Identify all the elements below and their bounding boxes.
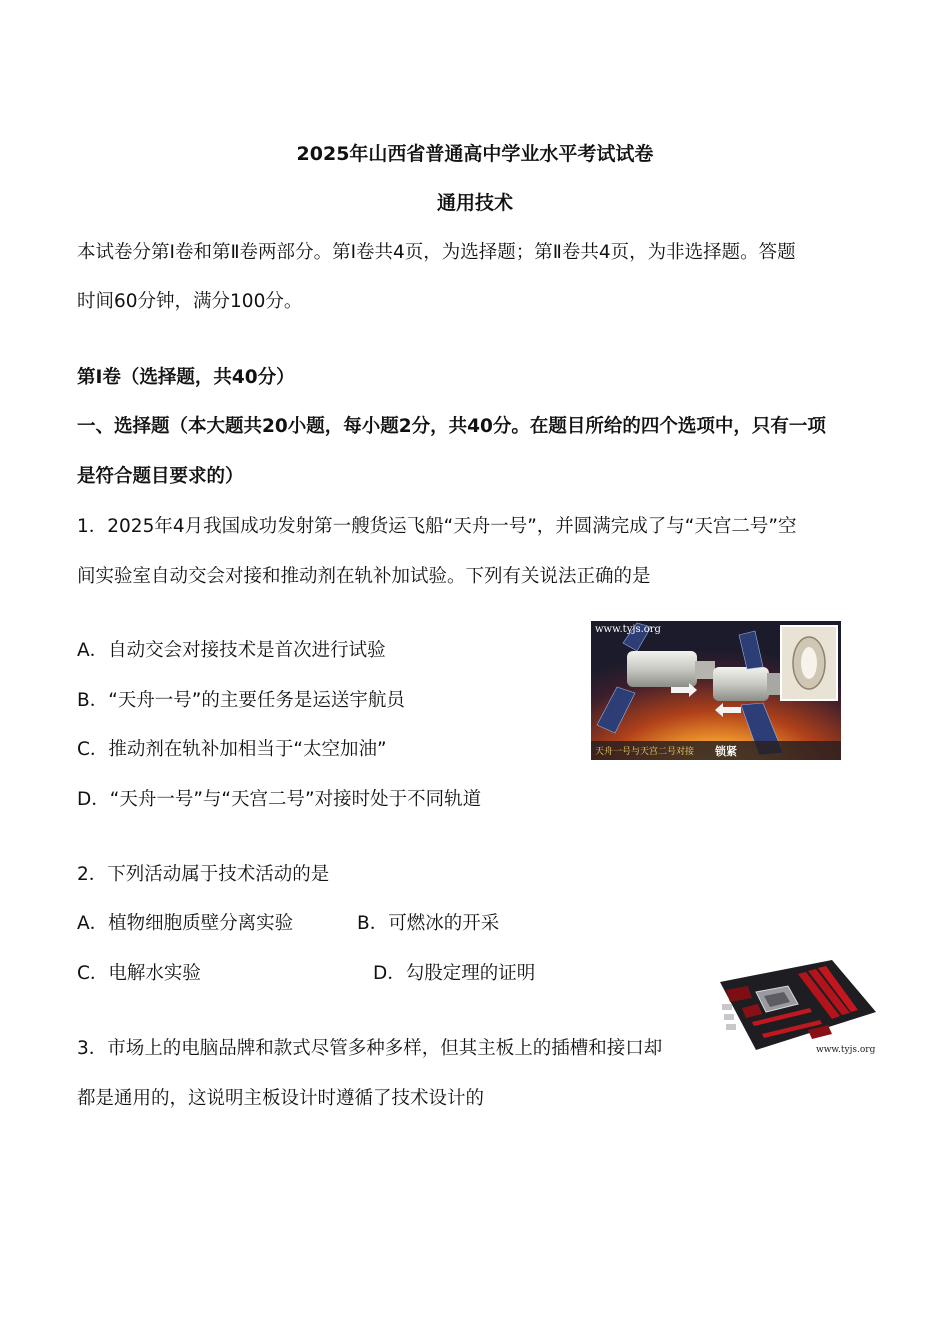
intro-line-2: 时间60分钟，满分100分。 xyxy=(77,291,303,312)
motherboard-image xyxy=(712,952,880,1060)
docking-watermark: www.tyjs.org xyxy=(595,624,661,635)
q1-option-c: C．推动剂在轨补加相当于“太空加油” xyxy=(77,739,387,760)
q3-stem-line-2: 都是通用的，这说明主板设计时遵循了技术设计的 xyxy=(77,1088,485,1109)
q1-option-a: A．自动交会对接技术是首次进行试验 xyxy=(77,640,386,661)
docking-badge: 锁紧 xyxy=(715,745,737,758)
section-heading-line-2: 是符合题目要求的） xyxy=(77,466,244,487)
subject-title: 通用技术 xyxy=(436,192,513,214)
q3-stem-line-1: 3．市场上的电脑品牌和款式尽管多种多样，但其主板上的插槽和接口却 xyxy=(77,1038,663,1059)
docking-caption: 天舟一号与天宫二号对接 xyxy=(595,747,695,757)
exam-title: 2025年山西省普通高中学业水平考试试卷 xyxy=(296,143,654,165)
q1-stem-line-2: 间实验室自动交会对接和推动剂在轨补加试验。下列有关说法正确的是 xyxy=(77,566,651,587)
intro-line-1: 本试卷分第Ⅰ卷和第Ⅱ卷两部分。第Ⅰ卷共4页，为选择题；第Ⅱ卷共4页，为非选择题。答题 xyxy=(77,242,796,263)
q2-option-b: B．可燃冰的开采 xyxy=(357,913,500,934)
motherboard-watermark: www.tyjs.org xyxy=(816,1045,876,1055)
section-heading-line-1: 一、选择题（本大题共20小题，每小题2分，共40分。在题目所给的四个选项中，只有一项 xyxy=(77,416,826,437)
q2-stem: 2．下列活动属于技术活动的是 xyxy=(77,864,330,885)
q1-stem-line-1: 1．2025年4月我国成功发射第一艘货运飞船“天舟一号”，并圆满完成了与“天宫二号”空 xyxy=(77,516,797,537)
q1-option-d: D．“天舟一号”与“天宫二号”对接时处于不同轨道 xyxy=(77,789,482,810)
q2-option-d: D．勾股定理的证明 xyxy=(373,963,536,984)
q1-option-b: B．“天舟一号”的主要任务是运送宇航员 xyxy=(77,690,405,711)
q2-option-c: C．电解水实验 xyxy=(77,963,201,984)
docking-image xyxy=(591,621,841,760)
part-heading: 第Ⅰ卷（选择题，共40分） xyxy=(77,367,295,388)
q2-option-a: A．植物细胞质壁分离实验 xyxy=(77,913,294,934)
